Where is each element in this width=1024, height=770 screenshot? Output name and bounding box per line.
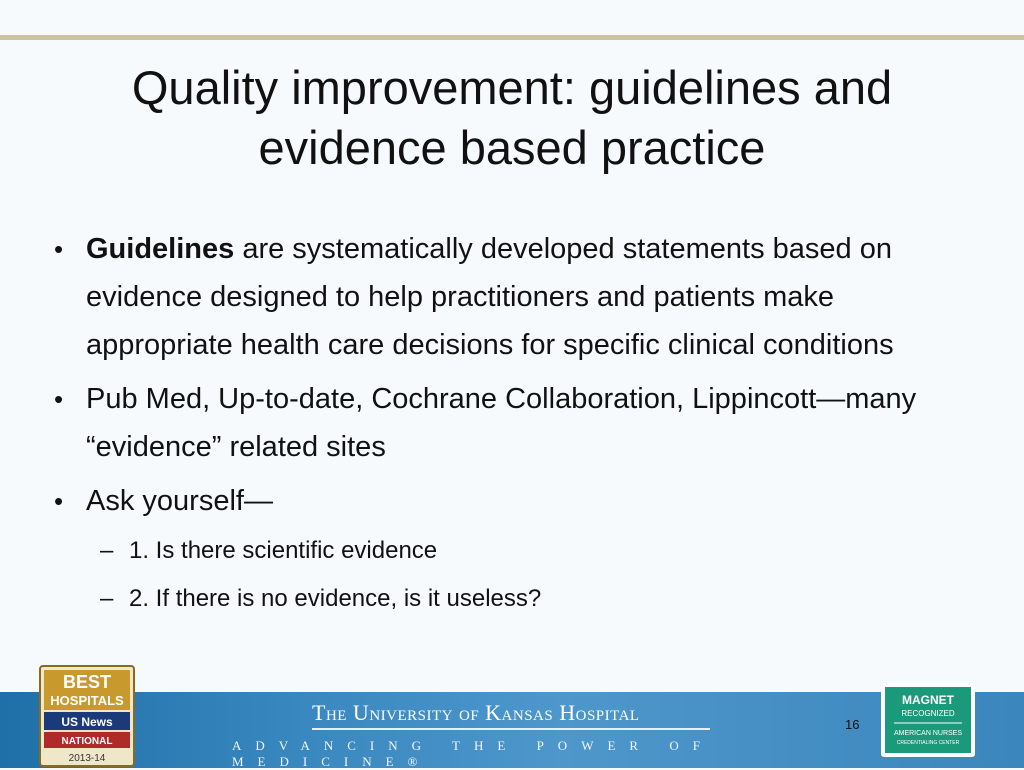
bullet-bold-term: Guidelines [86,233,235,265]
ancc-sub-text: CREDENTIALING CENTER [896,740,960,746]
dash-glyph: – [100,585,114,612]
usnews-text: US News [61,715,113,729]
magnet-recognized-badge [880,682,976,758]
national-text: NATIONAL [61,736,113,747]
footer-band [0,692,1024,768]
ancc-text: AMERICAN NURSES [893,730,963,737]
bullet-text: Pub Med, Up-to-date, Cochrane Collaboration, Lippincott—many “evidence” related sites [86,383,917,463]
sub-bullet-text: 2. If there is no evidence, is it useless? [129,585,542,612]
bullet-glyph: • [54,486,64,516]
year-text: 2013-14 [68,753,106,764]
bullet-item [54,225,954,369]
slide-title: Quality improvement: guidelines and evidence based practice [131,61,893,174]
title-divider [0,35,1024,40]
bullet-text: Ask yourself— [86,485,273,517]
bullet-item [54,375,954,471]
best-text: BEST [62,672,112,692]
bullet-list [54,225,954,627]
hospitals-text: HOSPITALS [50,693,124,708]
recognized-text: RECOGNIZED [901,709,955,718]
magnet-text: MAGNET [902,693,954,707]
hospital-name-underline [312,728,710,730]
bullet-text: are systematically developed statements based on evidence designed to help practitioners and patients make appropriate health care decisions for specific clinical conditions [86,233,894,361]
sub-bullet-item [54,579,954,619]
sub-bullet-item [54,531,954,571]
best-hospitals-badge [38,664,136,768]
bullet-item [54,477,954,525]
bullet-glyph: • [54,234,64,264]
bullet-glyph: • [54,384,64,414]
hospital-tagline: ADVANCING THE POWER OF MEDICINE® [232,738,714,769]
page-number: 16 [845,717,860,732]
dash-glyph: – [100,537,114,564]
sub-bullet-text: 1. Is there scientific evidence [129,537,438,564]
hospital-name: The University of Kansas Hospital [312,700,640,725]
